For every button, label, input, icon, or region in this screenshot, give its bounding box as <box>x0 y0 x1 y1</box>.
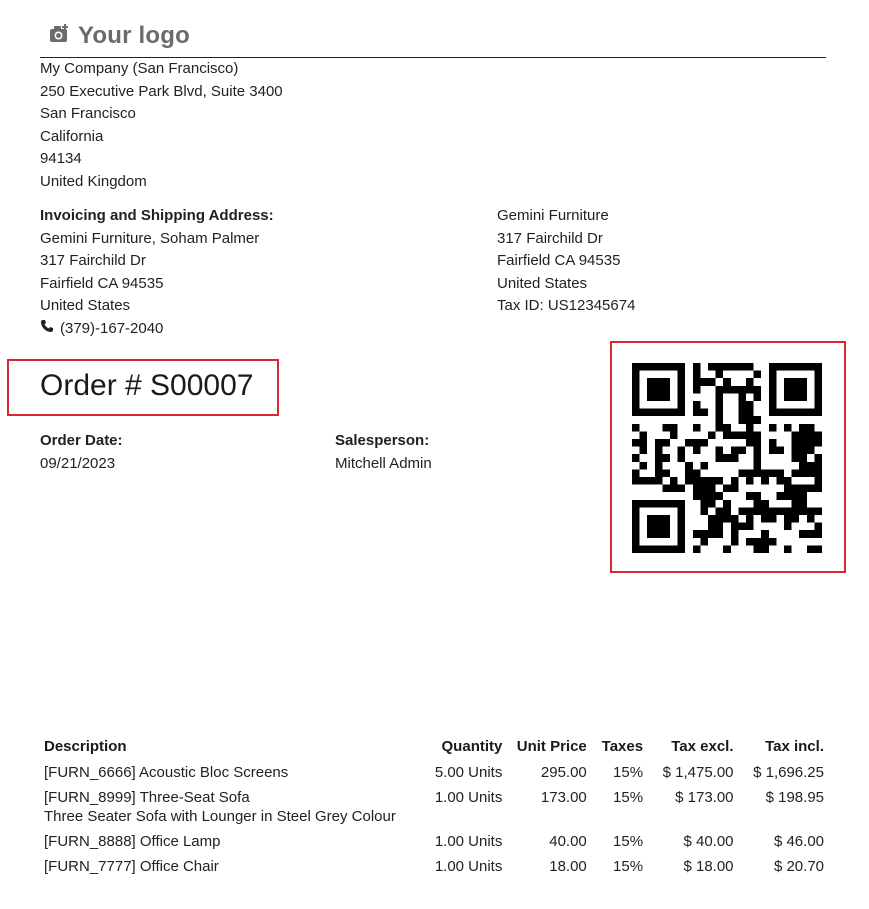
line-taxes: 15% <box>613 764 644 781</box>
col-tax-incl: Tax incl. <box>765 737 824 755</box>
line-tax-excl: $ 40.00 <box>683 833 734 850</box>
line-description: [FURN_7777] Office Chair <box>44 858 219 875</box>
line-taxes: 15% <box>613 789 644 806</box>
billing-name: Gemini Furniture, Soham Palmer <box>40 229 260 247</box>
line-quantity: 5.00 Units <box>434 764 503 781</box>
line-unit-price: 40.00 <box>549 833 587 850</box>
line-description: [FURN_8999] Three-Seat Sofa <box>44 789 250 806</box>
order-date-block <box>40 430 123 475</box>
salesperson-label: Salesperson: <box>335 432 430 449</box>
company-address <box>40 58 283 193</box>
qr-code-highlight <box>610 341 846 573</box>
line-quantity: 1.00 Units <box>434 858 503 875</box>
order-date-label: Order Date: <box>40 432 123 449</box>
line-unit-price: 295.00 <box>540 764 587 781</box>
camera-plus-icon <box>48 23 70 49</box>
table-row <box>40 852 828 877</box>
phone-icon <box>40 318 54 341</box>
billing-heading: Invoicing and Shipping Address: <box>40 207 274 224</box>
table-row <box>40 827 828 852</box>
invoicing-shipping-address <box>40 205 274 340</box>
partner-name: Gemini Furniture <box>497 207 609 224</box>
line-description-cell <box>40 783 420 827</box>
table-row <box>40 783 828 827</box>
company-name: My Company (San Francisco) <box>40 60 239 77</box>
col-description: Description <box>44 737 127 755</box>
line-subdescription: Three Seater Sofa with Lounger in Steel Grey Colour <box>44 808 396 825</box>
salesperson-value: Mitchell Admin <box>335 454 432 472</box>
billing-phone: (379)-167-2040 <box>60 319 164 337</box>
col-tax-excl: Tax excl. <box>671 737 734 755</box>
col-quantity: Quantity <box>441 737 503 755</box>
billing-city: Fairfield CA 94535 <box>40 274 164 292</box>
salesperson-block <box>335 430 432 475</box>
line-taxes: 15% <box>613 858 644 875</box>
company-state: California <box>40 127 104 145</box>
line-tax-incl: $ 46.00 <box>773 833 824 850</box>
order-title: Order # S00007 <box>40 369 254 402</box>
table-row <box>40 758 828 783</box>
line-tax-excl: $ 173.00 <box>675 789 734 806</box>
company-zip: 94134 <box>40 150 82 167</box>
qr-code-icon <box>632 363 822 553</box>
line-description: [FURN_6666] Acoustic Bloc Screens <box>44 764 289 781</box>
partner-address <box>497 205 635 318</box>
line-tax-excl: $ 1,475.00 <box>662 764 734 781</box>
line-tax-excl: $ 18.00 <box>683 858 734 875</box>
col-unit-price: Unit Price <box>516 737 587 755</box>
line-tax-incl: $ 198.95 <box>765 789 824 806</box>
col-taxes: Taxes <box>601 737 644 755</box>
logo-text: Your logo <box>78 22 191 49</box>
line-unit-price: 18.00 <box>549 858 587 875</box>
order-date-value: 09/21/2023 <box>40 454 116 472</box>
company-logo <box>48 20 190 52</box>
partner-street: 317 Fairchild Dr <box>497 229 603 247</box>
order-lines-table <box>40 734 828 877</box>
line-quantity: 1.00 Units <box>434 833 503 850</box>
company-country: United Kingdom <box>40 172 147 190</box>
partner-country: United States <box>497 274 588 292</box>
billing-street: 317 Fairchild Dr <box>40 252 146 269</box>
company-street: 250 Executive Park Blvd, Suite 3400 <box>40 82 283 100</box>
partner-tax-id: Tax ID: US12345674 <box>497 297 636 314</box>
line-tax-incl: $ 1,696.25 <box>753 764 824 781</box>
partner-city: Fairfield CA 94535 <box>497 252 621 269</box>
billing-country: United States <box>40 297 131 314</box>
billing-phone-row <box>40 318 274 341</box>
line-quantity: 1.00 Units <box>434 789 503 806</box>
company-city: San Francisco <box>40 105 136 122</box>
line-tax-incl: $ 20.70 <box>773 858 824 875</box>
table-header-row <box>40 734 828 758</box>
order-title-highlight <box>7 359 279 416</box>
line-unit-price: 173.00 <box>540 789 587 806</box>
line-taxes: 15% <box>613 833 644 850</box>
line-description: [FURN_8888] Office Lamp <box>44 833 221 850</box>
